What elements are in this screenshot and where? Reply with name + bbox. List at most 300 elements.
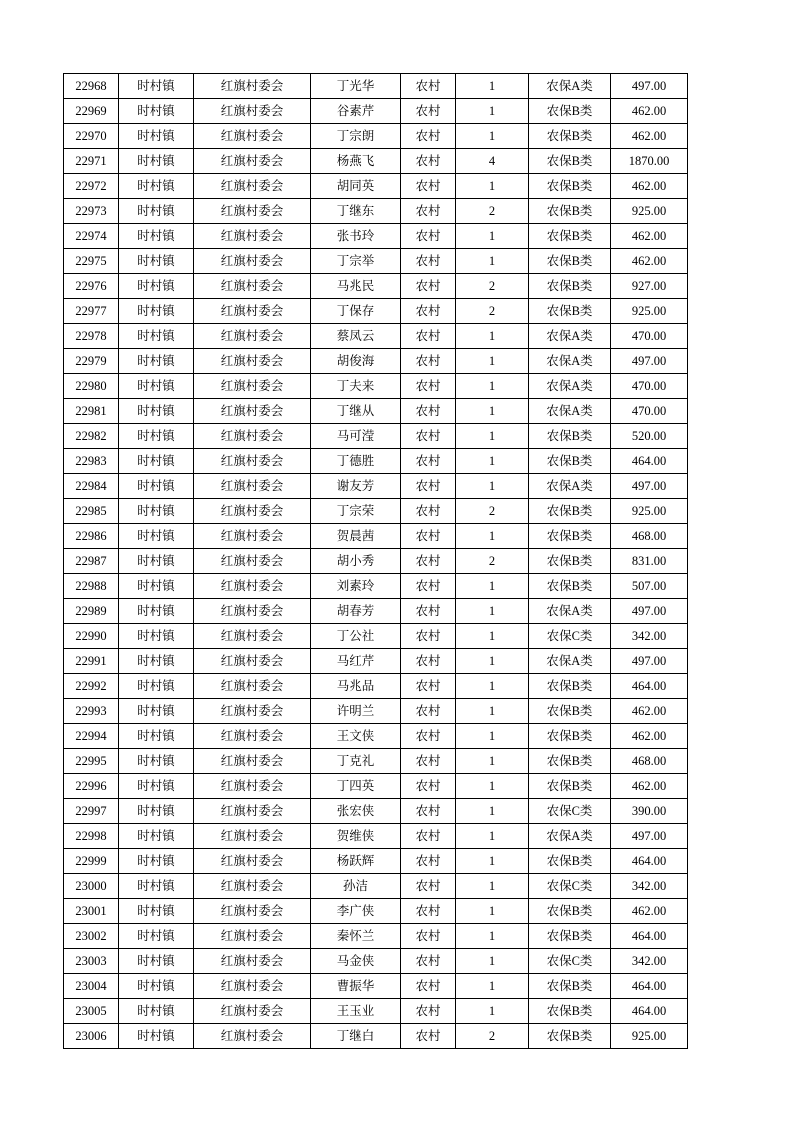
amount-cell: 497.00 — [611, 824, 688, 849]
table-row — [64, 774, 688, 799]
village-cell: 红旗村委会 — [194, 674, 311, 699]
amount-cell: 507.00 — [611, 574, 688, 599]
serial-cell: 22988 — [64, 574, 119, 599]
name-cell: 孙洁 — [311, 874, 401, 899]
category-cell: 农保B类 — [529, 299, 611, 324]
name-cell: 蔡凤云 — [311, 324, 401, 349]
amount-cell: 925.00 — [611, 299, 688, 324]
serial-cell: 22990 — [64, 624, 119, 649]
count-cell: 1 — [456, 174, 529, 199]
town-cell: 时村镇 — [119, 724, 194, 749]
village-cell: 红旗村委会 — [194, 349, 311, 374]
count-cell: 2 — [456, 299, 529, 324]
category-cell: 农保C类 — [529, 949, 611, 974]
town-cell: 时村镇 — [119, 699, 194, 724]
amount-cell: 464.00 — [611, 974, 688, 999]
serial-cell: 22993 — [64, 699, 119, 724]
type-cell: 农村 — [401, 799, 456, 824]
table-row — [64, 549, 688, 574]
serial-cell: 23001 — [64, 899, 119, 924]
name-cell: 丁宗朗 — [311, 124, 401, 149]
name-cell: 丁继从 — [311, 399, 401, 424]
name-cell: 丁继白 — [311, 1024, 401, 1049]
category-cell: 农保B类 — [529, 1024, 611, 1049]
amount-cell: 497.00 — [611, 599, 688, 624]
type-cell: 农村 — [401, 299, 456, 324]
name-cell: 杨燕飞 — [311, 149, 401, 174]
serial-cell: 22986 — [64, 524, 119, 549]
table-row — [64, 674, 688, 699]
village-cell: 红旗村委会 — [194, 574, 311, 599]
table-row — [64, 124, 688, 149]
town-cell: 时村镇 — [119, 599, 194, 624]
table-row — [64, 974, 688, 999]
name-cell: 丁德胜 — [311, 449, 401, 474]
amount-cell: 462.00 — [611, 249, 688, 274]
town-cell: 时村镇 — [119, 499, 194, 524]
town-cell: 时村镇 — [119, 249, 194, 274]
town-cell: 时村镇 — [119, 274, 194, 299]
town-cell: 时村镇 — [119, 99, 194, 124]
name-cell: 张书玲 — [311, 224, 401, 249]
type-cell: 农村 — [401, 849, 456, 874]
village-cell: 红旗村委会 — [194, 649, 311, 674]
count-cell: 1 — [456, 899, 529, 924]
amount-cell: 520.00 — [611, 424, 688, 449]
category-cell: 农保B类 — [529, 924, 611, 949]
name-cell: 曹振华 — [311, 974, 401, 999]
count-cell: 1 — [456, 349, 529, 374]
count-cell: 1 — [456, 424, 529, 449]
type-cell: 农村 — [401, 524, 456, 549]
serial-cell: 22970 — [64, 124, 119, 149]
amount-cell: 497.00 — [611, 474, 688, 499]
amount-cell: 470.00 — [611, 324, 688, 349]
amount-cell: 497.00 — [611, 349, 688, 374]
town-cell: 时村镇 — [119, 399, 194, 424]
serial-cell: 22987 — [64, 549, 119, 574]
serial-cell: 22969 — [64, 99, 119, 124]
serial-cell: 22977 — [64, 299, 119, 324]
town-cell: 时村镇 — [119, 924, 194, 949]
name-cell: 胡同英 — [311, 174, 401, 199]
category-cell: 农保C类 — [529, 624, 611, 649]
table-row — [64, 749, 688, 774]
category-cell: 农保B类 — [529, 124, 611, 149]
category-cell: 农保B类 — [529, 149, 611, 174]
category-cell: 农保B类 — [529, 99, 611, 124]
amount-cell: 497.00 — [611, 649, 688, 674]
town-cell: 时村镇 — [119, 324, 194, 349]
serial-cell: 22984 — [64, 474, 119, 499]
amount-cell: 925.00 — [611, 1024, 688, 1049]
type-cell: 农村 — [401, 474, 456, 499]
count-cell: 1 — [456, 624, 529, 649]
category-cell: 农保B类 — [529, 674, 611, 699]
category-cell: 农保A类 — [529, 374, 611, 399]
table-row — [64, 849, 688, 874]
amount-cell: 462.00 — [611, 774, 688, 799]
type-cell: 农村 — [401, 124, 456, 149]
amount-cell: 468.00 — [611, 749, 688, 774]
village-cell: 红旗村委会 — [194, 299, 311, 324]
category-cell: 农保A类 — [529, 74, 611, 99]
name-cell: 丁宗举 — [311, 249, 401, 274]
name-cell: 贺维侠 — [311, 824, 401, 849]
village-cell: 红旗村委会 — [194, 199, 311, 224]
type-cell: 农村 — [401, 449, 456, 474]
count-cell: 1 — [456, 224, 529, 249]
town-cell: 时村镇 — [119, 999, 194, 1024]
serial-cell: 23004 — [64, 974, 119, 999]
category-cell: 农保B类 — [529, 499, 611, 524]
category-cell: 农保A类 — [529, 649, 611, 674]
table-row — [64, 499, 688, 524]
town-cell: 时村镇 — [119, 549, 194, 574]
village-cell: 红旗村委会 — [194, 724, 311, 749]
village-cell: 红旗村委会 — [194, 824, 311, 849]
village-cell: 红旗村委会 — [194, 874, 311, 899]
serial-cell: 22994 — [64, 724, 119, 749]
category-cell: 农保B类 — [529, 699, 611, 724]
village-cell: 红旗村委会 — [194, 549, 311, 574]
town-cell: 时村镇 — [119, 299, 194, 324]
type-cell: 农村 — [401, 199, 456, 224]
serial-cell: 23000 — [64, 874, 119, 899]
category-cell: 农保B类 — [529, 724, 611, 749]
name-cell: 许明兰 — [311, 699, 401, 724]
town-cell: 时村镇 — [119, 774, 194, 799]
amount-cell: 462.00 — [611, 124, 688, 149]
table-row — [64, 474, 688, 499]
type-cell: 农村 — [401, 774, 456, 799]
serial-cell: 23005 — [64, 999, 119, 1024]
serial-cell: 22998 — [64, 824, 119, 849]
category-cell: 农保B类 — [529, 999, 611, 1024]
name-cell: 胡俊海 — [311, 349, 401, 374]
category-cell: 农保A类 — [529, 324, 611, 349]
town-cell: 时村镇 — [119, 424, 194, 449]
category-cell: 农保C类 — [529, 874, 611, 899]
type-cell: 农村 — [401, 274, 456, 299]
village-cell: 红旗村委会 — [194, 924, 311, 949]
village-cell: 红旗村委会 — [194, 224, 311, 249]
serial-cell: 22995 — [64, 749, 119, 774]
name-cell: 马可滢 — [311, 424, 401, 449]
town-cell: 时村镇 — [119, 449, 194, 474]
count-cell: 1 — [456, 524, 529, 549]
village-cell: 红旗村委会 — [194, 424, 311, 449]
village-cell: 红旗村委会 — [194, 274, 311, 299]
town-cell: 时村镇 — [119, 349, 194, 374]
count-cell: 1 — [456, 824, 529, 849]
village-cell: 红旗村委会 — [194, 899, 311, 924]
category-cell: 农保B类 — [529, 549, 611, 574]
count-cell: 1 — [456, 749, 529, 774]
table-row — [64, 1024, 688, 1049]
serial-cell: 22982 — [64, 424, 119, 449]
table-row — [64, 274, 688, 299]
town-cell: 时村镇 — [119, 149, 194, 174]
village-cell: 红旗村委会 — [194, 624, 311, 649]
type-cell: 农村 — [401, 99, 456, 124]
type-cell: 农村 — [401, 74, 456, 99]
table-row — [64, 949, 688, 974]
serial-cell: 22971 — [64, 149, 119, 174]
town-cell: 时村镇 — [119, 974, 194, 999]
village-cell: 红旗村委会 — [194, 399, 311, 424]
table-row — [64, 424, 688, 449]
village-cell: 红旗村委会 — [194, 449, 311, 474]
amount-cell: 470.00 — [611, 374, 688, 399]
count-cell: 1 — [456, 724, 529, 749]
name-cell: 马金侠 — [311, 949, 401, 974]
amount-cell: 497.00 — [611, 74, 688, 99]
town-cell: 时村镇 — [119, 174, 194, 199]
village-cell: 红旗村委会 — [194, 174, 311, 199]
name-cell: 丁四英 — [311, 774, 401, 799]
type-cell: 农村 — [401, 674, 456, 699]
count-cell: 2 — [456, 1024, 529, 1049]
count-cell: 1 — [456, 699, 529, 724]
name-cell: 李广侠 — [311, 899, 401, 924]
type-cell: 农村 — [401, 624, 456, 649]
village-cell: 红旗村委会 — [194, 99, 311, 124]
serial-cell: 22999 — [64, 849, 119, 874]
serial-cell: 23006 — [64, 1024, 119, 1049]
category-cell: 农保B类 — [529, 424, 611, 449]
table-row — [64, 724, 688, 749]
type-cell: 农村 — [401, 824, 456, 849]
type-cell: 农村 — [401, 649, 456, 674]
name-cell: 张宏侠 — [311, 799, 401, 824]
amount-cell: 464.00 — [611, 449, 688, 474]
amount-cell: 925.00 — [611, 499, 688, 524]
count-cell: 1 — [456, 399, 529, 424]
category-cell: 农保B类 — [529, 849, 611, 874]
town-cell: 时村镇 — [119, 224, 194, 249]
town-cell: 时村镇 — [119, 749, 194, 774]
table-row — [64, 899, 688, 924]
village-cell: 红旗村委会 — [194, 124, 311, 149]
count-cell: 2 — [456, 499, 529, 524]
table-row — [64, 349, 688, 374]
amount-cell: 925.00 — [611, 199, 688, 224]
serial-cell: 22991 — [64, 649, 119, 674]
name-cell: 丁夫来 — [311, 374, 401, 399]
name-cell: 谷素芹 — [311, 99, 401, 124]
type-cell: 农村 — [401, 999, 456, 1024]
name-cell: 王玉业 — [311, 999, 401, 1024]
name-cell: 谢友芳 — [311, 474, 401, 499]
name-cell: 杨跃辉 — [311, 849, 401, 874]
type-cell: 农村 — [401, 399, 456, 424]
amount-cell: 342.00 — [611, 874, 688, 899]
amount-cell: 462.00 — [611, 224, 688, 249]
count-cell: 4 — [456, 149, 529, 174]
category-cell: 农保B类 — [529, 449, 611, 474]
type-cell: 农村 — [401, 949, 456, 974]
category-cell: 农保B类 — [529, 749, 611, 774]
serial-cell: 22996 — [64, 774, 119, 799]
amount-cell: 464.00 — [611, 849, 688, 874]
name-cell: 胡小秀 — [311, 549, 401, 574]
village-cell: 红旗村委会 — [194, 149, 311, 174]
table-row — [64, 874, 688, 899]
town-cell: 时村镇 — [119, 874, 194, 899]
name-cell: 胡春芳 — [311, 599, 401, 624]
village-cell: 红旗村委会 — [194, 599, 311, 624]
records-table — [63, 73, 688, 1049]
village-cell: 红旗村委会 — [194, 499, 311, 524]
name-cell: 马红芹 — [311, 649, 401, 674]
table-row — [64, 374, 688, 399]
village-cell: 红旗村委会 — [194, 749, 311, 774]
amount-cell: 1870.00 — [611, 149, 688, 174]
village-cell: 红旗村委会 — [194, 849, 311, 874]
amount-cell: 462.00 — [611, 699, 688, 724]
town-cell: 时村镇 — [119, 674, 194, 699]
village-cell: 红旗村委会 — [194, 74, 311, 99]
table-row — [64, 799, 688, 824]
amount-cell: 464.00 — [611, 674, 688, 699]
table-row — [64, 99, 688, 124]
count-cell: 1 — [456, 474, 529, 499]
count-cell: 1 — [456, 874, 529, 899]
category-cell: 农保A类 — [529, 474, 611, 499]
count-cell: 2 — [456, 549, 529, 574]
category-cell: 农保B类 — [529, 174, 611, 199]
amount-cell: 342.00 — [611, 624, 688, 649]
type-cell: 农村 — [401, 599, 456, 624]
count-cell: 1 — [456, 649, 529, 674]
town-cell: 时村镇 — [119, 899, 194, 924]
type-cell: 农村 — [401, 174, 456, 199]
table-row — [64, 74, 688, 99]
amount-cell: 342.00 — [611, 949, 688, 974]
count-cell: 2 — [456, 274, 529, 299]
amount-cell: 462.00 — [611, 99, 688, 124]
serial-cell: 22979 — [64, 349, 119, 374]
type-cell: 农村 — [401, 574, 456, 599]
village-cell: 红旗村委会 — [194, 949, 311, 974]
table-row — [64, 599, 688, 624]
count-cell: 1 — [456, 774, 529, 799]
town-cell: 时村镇 — [119, 524, 194, 549]
village-cell: 红旗村委会 — [194, 374, 311, 399]
table-row — [64, 399, 688, 424]
serial-cell: 22980 — [64, 374, 119, 399]
count-cell: 1 — [456, 999, 529, 1024]
type-cell: 农村 — [401, 899, 456, 924]
type-cell: 农村 — [401, 149, 456, 174]
category-cell: 农保B类 — [529, 899, 611, 924]
amount-cell: 831.00 — [611, 549, 688, 574]
count-cell: 1 — [456, 599, 529, 624]
serial-cell: 22972 — [64, 174, 119, 199]
table-row — [64, 924, 688, 949]
type-cell: 农村 — [401, 874, 456, 899]
table-row — [64, 149, 688, 174]
category-cell: 农保B类 — [529, 774, 611, 799]
count-cell: 1 — [456, 574, 529, 599]
serial-cell: 22978 — [64, 324, 119, 349]
table-row — [64, 699, 688, 724]
table-row — [64, 524, 688, 549]
table-row — [64, 449, 688, 474]
serial-cell: 23003 — [64, 949, 119, 974]
category-cell: 农保B类 — [529, 249, 611, 274]
type-cell: 农村 — [401, 324, 456, 349]
type-cell: 农村 — [401, 724, 456, 749]
serial-cell: 22981 — [64, 399, 119, 424]
village-cell: 红旗村委会 — [194, 974, 311, 999]
amount-cell: 390.00 — [611, 799, 688, 824]
type-cell: 农村 — [401, 249, 456, 274]
category-cell: 农保B类 — [529, 274, 611, 299]
serial-cell: 22968 — [64, 74, 119, 99]
category-cell: 农保B类 — [529, 524, 611, 549]
town-cell: 时村镇 — [119, 124, 194, 149]
count-cell: 1 — [456, 799, 529, 824]
serial-cell: 22973 — [64, 199, 119, 224]
category-cell: 农保B类 — [529, 974, 611, 999]
category-cell: 农保B类 — [529, 199, 611, 224]
table-row — [64, 199, 688, 224]
town-cell: 时村镇 — [119, 799, 194, 824]
serial-cell: 22976 — [64, 274, 119, 299]
village-cell: 红旗村委会 — [194, 249, 311, 274]
count-cell: 1 — [456, 974, 529, 999]
town-cell: 时村镇 — [119, 74, 194, 99]
town-cell: 时村镇 — [119, 849, 194, 874]
count-cell: 1 — [456, 324, 529, 349]
amount-cell: 462.00 — [611, 899, 688, 924]
name-cell: 丁克礼 — [311, 749, 401, 774]
count-cell: 1 — [456, 124, 529, 149]
serial-cell: 22974 — [64, 224, 119, 249]
type-cell: 农村 — [401, 224, 456, 249]
table-row — [64, 624, 688, 649]
category-cell: 农保A类 — [529, 599, 611, 624]
amount-cell: 468.00 — [611, 524, 688, 549]
name-cell: 丁光华 — [311, 74, 401, 99]
serial-cell: 22997 — [64, 799, 119, 824]
type-cell: 农村 — [401, 974, 456, 999]
village-cell: 红旗村委会 — [194, 324, 311, 349]
name-cell: 马兆品 — [311, 674, 401, 699]
serial-cell: 22985 — [64, 499, 119, 524]
count-cell: 1 — [456, 449, 529, 474]
type-cell: 农村 — [401, 699, 456, 724]
records-table-body — [64, 74, 688, 1049]
amount-cell: 464.00 — [611, 999, 688, 1024]
amount-cell: 464.00 — [611, 924, 688, 949]
village-cell: 红旗村委会 — [194, 699, 311, 724]
table-row — [64, 574, 688, 599]
amount-cell: 927.00 — [611, 274, 688, 299]
category-cell: 农保A类 — [529, 349, 611, 374]
table-row — [64, 224, 688, 249]
town-cell: 时村镇 — [119, 824, 194, 849]
category-cell: 农保A类 — [529, 399, 611, 424]
town-cell: 时村镇 — [119, 474, 194, 499]
name-cell: 丁保存 — [311, 299, 401, 324]
type-cell: 农村 — [401, 1024, 456, 1049]
table-row — [64, 649, 688, 674]
amount-cell: 462.00 — [611, 174, 688, 199]
name-cell: 贺晨茜 — [311, 524, 401, 549]
